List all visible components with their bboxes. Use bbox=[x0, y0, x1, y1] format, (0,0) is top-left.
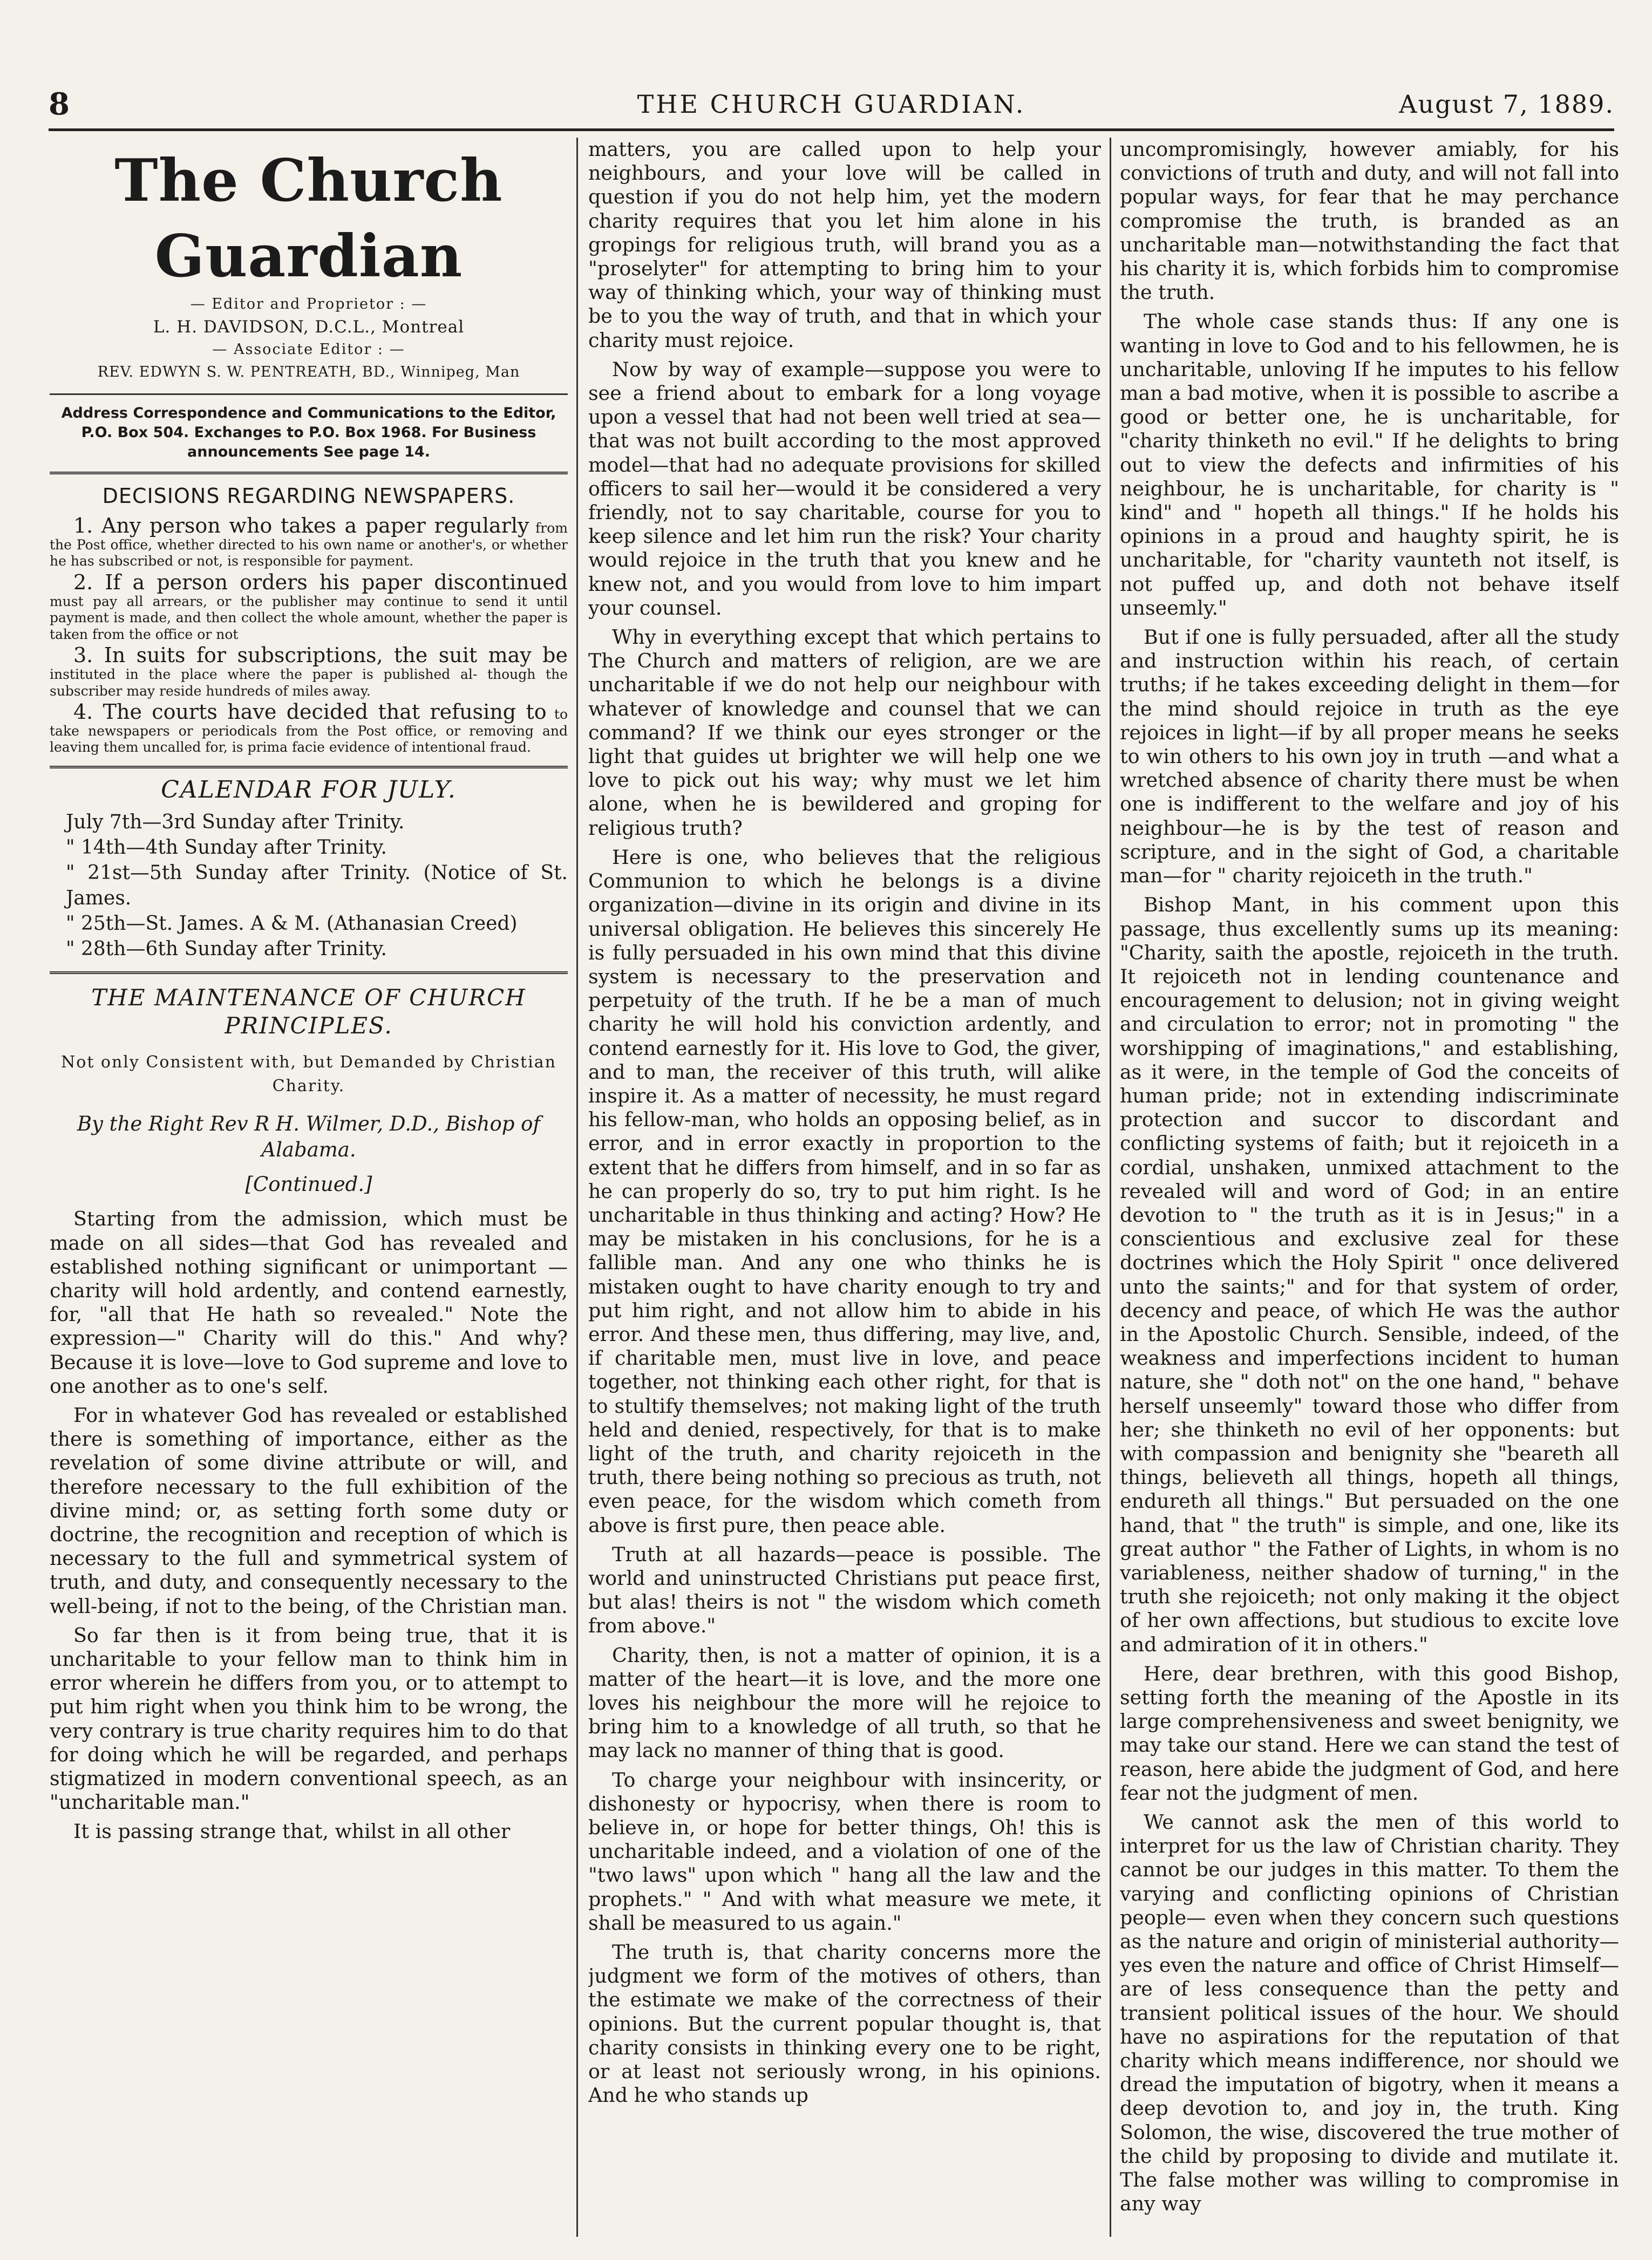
calendar-item: " 14th—4th Sunday after Trinity. bbox=[66, 836, 387, 859]
paragraph: Now by way of example—suppose you were to see a friend about to embark for a long voyage upon a vessel that had not been well tried at sea—that was not built according to the most approved model—that had no adequate provisions for skilled officers to sail her—would it be considered a very friendly, not to say charitable, course for you to keep silence and let him run the risk? Your charity would rejoice in the truth that you knew and he knew not, and you would from love to him impart your counsel. bbox=[588, 357, 1101, 620]
associate-name: REV. EDWYN S. W. PENTREATH, BD., Winnipeg, Man bbox=[97, 364, 520, 380]
decisions-title: DECISIONS REGARDING NEWSPAPERS. bbox=[102, 484, 515, 508]
editor-name: L. H. DAVIDSON, D.C.L., Montreal bbox=[153, 317, 465, 337]
header-rule bbox=[49, 128, 1614, 131]
decision-item: 1. Any person who takes a paper regularly from the Post office, whether directed to his own name or another's, or whether he has subscribed or not, is responsible for payment. bbox=[50, 514, 568, 569]
address-notice: Address Correspondence and Communications to the Editor, P.O. Box 504. Exchanges to P.O. Box 1968. For Business announcements See page 14. bbox=[61, 405, 556, 460]
paragraph: The truth is, that charity concerns more the judgment we form of the motives of others, than the estimate we make of the correctness of their opinions. But the current popular thought is, that charity consists in thinking every one to be right, or at least not seriously wrong, in his opinions. And he who stands up bbox=[588, 1941, 1101, 2107]
article-byline: By the Right Rev R H. Wilmer, D.D., Bishop of Alabama. bbox=[77, 1112, 541, 1162]
divider bbox=[50, 766, 568, 768]
column-rule bbox=[576, 138, 578, 2237]
paragraph: Starting from the admission, which must be made on all sides—that God has revealed and established nothing significant or unimportant —charity will hold ardently, and contend earnestly, for, "all that He hath so revealed." Note the expression—" Charity will do this." And why? Because it is love—love to God supreme and love to one another as to one's self. bbox=[50, 1207, 568, 1398]
paragraph: We cannot ask the men of this world to interpret for us the law of Christian charity. They cannot be our judges in this matter. To them the varying and conflicting opinions of Christian people— even when they concern such questions as the nature and origin of ministerial authority—yes even the nature and office of Christ Himself—are of less consequence than the petty and transient political issues of the hour. We should have no aspirations for the reputation of that charity which means indifference, nor should we dread the imputation of bigotry, when it means a deep devotion to, and joy in, the truth. King Solomon, the wise, discovered the true mother of the child by proposing to divide and mutilate it. The false mother was willing to compromise in any way bbox=[1120, 1810, 1619, 2216]
paragraph: To charge your neighbour with insincerity, or dishonesty or hypocrisy, when there is room to believe in, or hope for better things, Oh! this is uncharitable indeed, and a violation of one of the "two laws" upon which " hang all the law and the prophets." " And with what measure we mete, it shall be measured to us again." bbox=[588, 1768, 1101, 1935]
calendar-item: July 7th—3rd Sunday after Trinity. bbox=[66, 811, 405, 834]
column-2 bbox=[588, 138, 1101, 2231]
decisions-list bbox=[50, 514, 568, 756]
calendar-item: " 28th—6th Sunday after Trinity. bbox=[66, 938, 387, 961]
article-title: THE MAINTENANCE OF CHURCH PRINCIPLES. bbox=[91, 984, 526, 1039]
paragraph: uncompromisingly, however amiably, for his convictions of truth and duty, and will not fall into popular ways, for fear that he may perchance compromise the truth, is branded as an uncharitable man—notwithstanding the fact that his charity it is, which forbids him to compromise the truth. bbox=[1120, 138, 1619, 304]
decision-item: 2. If a person orders his paper discontinued must pay all arrears, or the publisher may continue to send it until payment is made, and then collect the whole amount, whether the paper is taken from the office or not bbox=[50, 570, 568, 642]
calendar-list bbox=[50, 809, 568, 962]
associate-role: — Associate Editor : — bbox=[212, 341, 405, 358]
editor-role: — Editor and Proprietor : — bbox=[190, 296, 427, 312]
article-subtitle: Not only Consistent with, but Demanded by Christian Charity. bbox=[61, 1053, 556, 1096]
paragraph: matters, you are called upon to help your neighbours, and your love will be called in question if you do not help him, yet the modern charity requires that you let him alone in his gropings for religious truth, will brand you as a "proselyter" for attempting to bring him to your way of thinking which, your way of thinking must be to you the way of truth, and that in which your charity must rejoice. bbox=[588, 138, 1101, 352]
paragraph: For in whatever God has revealed or established there is something of importance, either as the revelation of some divine attribute or will, and therefore necessary to the full exhibition of the divine mind; or, as setting forth some duty or doctrine, the recognition and reception of which is necessary to the full and symmetrical system of truth, and duty, and consequently necessary to the well-being, if not to the being, of the Christian man. bbox=[50, 1403, 568, 1618]
calendar-item: " 25th—St. James. A & M. (Athanasian Creed) bbox=[66, 913, 518, 935]
running-header bbox=[49, 86, 1614, 124]
paragraph: Here is one, who believes that the religious Communion to which he belongs is a divine organization—divine in its origin and divine in its universal obligation. He believes this sincerely He is fully persuaded in his own mind that this divine system is necessary to the preservation and perpetuity of the truth. If he be a man of much charity he will hold his conviction ardently, and contend earnestly for it. His love to God, the giver, and to man, the receiver of this truth, will alike inspire it. As a matter of necessity, he must regard his fellow-man, who holds an opposing belief, as in error, and in error exactly in proportion to the extent that he differs from himself, and in so far as he can properly do so, try to put him right. Is he uncharitable in thus thinking and acting? How? He may be mistaken in his conclusions, for he is a fallible man. And any one who thinks he is mistaken ought to have charity enough to try and put him right, and not allow him to abide in his error. And these men, thus differing, may live, and, if charitable men, must live in love, and peace together, not thinking each other right, for that is to stultify themselves; not making light of the truth held and denied, respectively, for that is to make light of the truth, and charity rejoiceth in the truth, there being nothing so precious as truth, not even peace, for the wisdom which cometh from above is first pure, then peace able. bbox=[588, 845, 1101, 1537]
paragraph: Why in everything except that which pertains to The Church and matters of religion, are we are uncharitable if we do not help our neighbour with whatever of knowledge and counsel that we can command? If we think our eyes stronger or the light that guides ut brighter we will help one we love to pick out his way; why must we let him alone, when he is bewildered and groping for religious truth? bbox=[588, 625, 1101, 840]
paragraph: Charity, then, is not a matter of opinion, it is a matter of the heart—it is love, and the more one loves his neighbour the more will he rejoice to bring him to a knowledge of all truth, so that he may lack no manner of thing that is good. bbox=[588, 1643, 1101, 1762]
divider bbox=[50, 393, 568, 395]
page-number: 8 bbox=[49, 86, 70, 122]
paragraph: But if one is fully persuaded, after all the study and instruction within his reach, of certain truths; if he takes exceeding delight in them—for the mind should rejoice in truth as the eye rejoices in light—if by all proper means he seeks to win others to his own joy in truth —and what a wretched absence of charity there must be when one is indifferent to the welfare and joy of his neighbour—he is by the test of reason and scripture, and in the sight of God, a charitable man—for " charity rejoiceth in the truth." bbox=[1120, 625, 1619, 888]
calendar-item: " 21st—5th Sunday after Trinity. (Notice of St. James. bbox=[66, 862, 568, 910]
paragraph: The whole case stands thus: If any one is wanting in love to God and to his fellowmen, he is uncharitable, unloving If he imputes to his fellow man a bad motive, when it is possible to ascribe a good or better one, he is uncharitable, for "charity thinketh no evil." If he delights to bring out to view the defects and infirmities of his neighbour, he is uncharitable, for charity is " kind" and " hopeth all things." If he holds his opinions in a proud and haughty spirit, he is uncharitable, for "charity vaunteth not itself, is not puffed up, and doth not behave itself unseemly." bbox=[1120, 310, 1619, 620]
divider bbox=[50, 472, 568, 474]
running-title: THE CHURCH GUARDIAN. bbox=[637, 90, 1026, 119]
decision-item: 4. The courts have decided that refusing to to take newspapers or periodicals from the Post office, or removing and leaving them uncalled for, is prima facie evidence of intentional fraud. bbox=[50, 700, 568, 755]
issue-date: August 7, 1889. bbox=[1399, 90, 1614, 119]
paragraph: Truth at all hazards—peace is possible. The world and uninstructed Christians put peace first, but alas! theirs is not " the wisdom which cometh from above." bbox=[588, 1542, 1101, 1638]
masthead-title: The Church Guardian bbox=[114, 147, 503, 290]
column-rule bbox=[1110, 138, 1111, 2237]
continued-note: [Continued.] bbox=[245, 1173, 372, 1196]
decision-item: 3. In suits for subscriptions, the suit may be instituted in the place where the paper is published al- though the subscriber may reside hundreds of miles away. bbox=[50, 643, 568, 699]
paragraph: It is passing strange that, whilst in all other bbox=[73, 1820, 511, 1843]
column-1 bbox=[50, 138, 568, 2231]
divider bbox=[50, 971, 568, 974]
paragraph: Here, dear brethren, with this good Bishop, setting forth the meaning of the Apostle in its large comprehensiveness and sweet benignity, we may take our stand. Here we can stand the test of reason, here abide the judgment of God, and here fear not the judgment of men. bbox=[1120, 1662, 1619, 1805]
paragraph: So far then is it from being true, that it is uncharitable to your fellow man to think him in error wherein he differs from you, or to attempt to put him right when you think him to be wrong, the very contrary is true charity requires him to do that for doing which he will be regarded, and perhaps stigmatized in modern conventional speech, as an "uncharitable man." bbox=[50, 1623, 568, 1814]
paragraph: Bishop Mant, in his comment upon this passage, thus excellently sums up its meaning: "Charity, saith the apostle, rejoiceth in the truth. It rejoiceth not in lending countenance and encouragement to delusion; not in giving weight and circulation to error; not in promoting " the worshipping of imaginations," and establishing, as it were, in the temple of God the conceits of human pride; not in extending indiscriminate protection and succor to discordant and conflicting systems of faith; but it rejoiceth in a cordial, unshaken, unmixed attachment to the revealed will and word of God; in an entire devotion to " the truth as it is in Jesus;" in a conscientious and exclusive zeal for these doctrines which the Holy Spirit " once delivered unto the saints;" and for that system of order, decency and peace, of which He was the author in the Apostolic Church. Sensible, indeed, of the weakness and imperfections incident to human nature, she " doth not" on the one hand, " behave herself unseemly" toward those who differ from her; she thinketh no evil of her opponents: but with compassion and benignity she "beareth all things, believeth all things, hopeth all things, endureth all things." But persuaded on the one hand, that " the truth" is simple, and one, like its great author " the Father of Lights, in whom is no variableness, neither shadow of turning," in the truth she rejoiceth; not only making it the object of her own affections, but studious to excite love and admiration of it in others." bbox=[1120, 893, 1619, 1656]
calendar-title: CALENDAR FOR JULY. bbox=[161, 775, 457, 804]
column-3 bbox=[1120, 138, 1619, 2231]
